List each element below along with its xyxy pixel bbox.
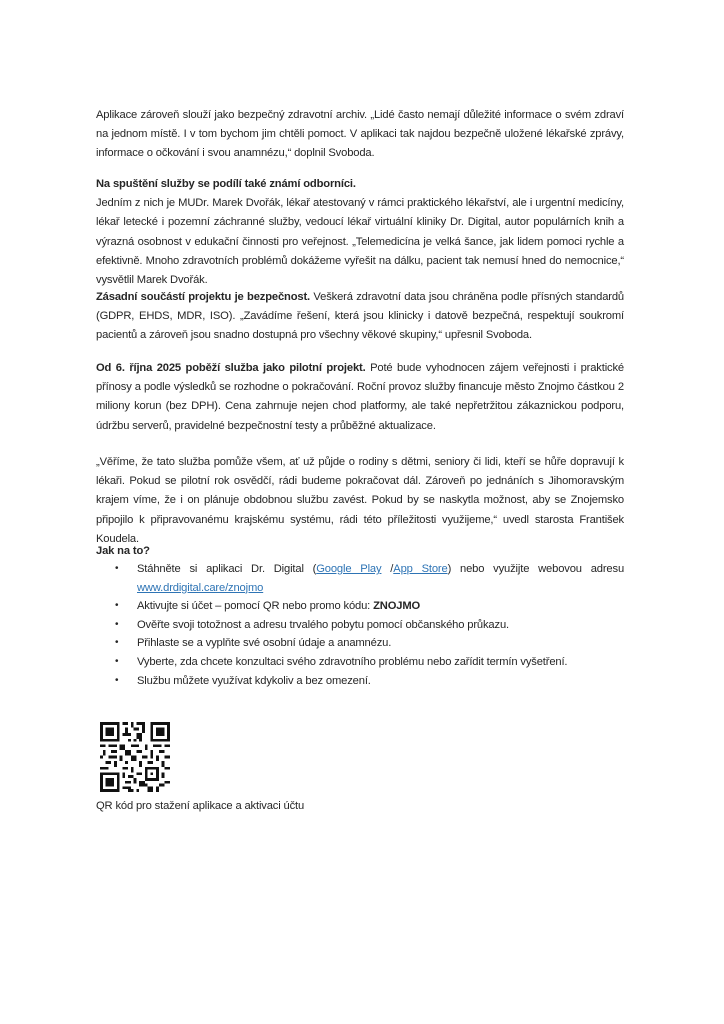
- activate-text: Aktivujte si účet – pomocí QR nebo promo kódu:: [137, 600, 374, 613]
- promo-code: ZNOJMO: [373, 600, 421, 613]
- download-text-after: ) nebo využijte webovou adresu: [447, 563, 625, 575]
- paragraph-mayor-quote: „Věříme, že tato služba pomůže všem, ať už půjde o rodiny s dětmi, seniory či lidi, kteří se hůře dopravují k lékaři. Pokud se pilotní rok osvědčí, rádi budeme pokračovat dál. Zároveň po jednáních s Jihomoravským krajem víme, že i on plánuje obdobnou službu zavést. Pokud by se naskytla možnost, aby se Znojemsko připojilo k připravovanému krajskému systému, rádi této příležitosti využijeme,“ uvedl starosta František Koudela.: [96, 456, 624, 545]
- qr-caption: QR kód pro stažení aplikace a aktivaci účtu: [96, 800, 305, 812]
- paragraph-security: [96, 288, 624, 346]
- usage-text: Službu můžete využívat kdykoliv a bez omezení.: [137, 674, 371, 687]
- bullet-icon: •: [115, 563, 119, 574]
- list-item-download: [96, 560, 624, 597]
- list-item-verify: [96, 616, 624, 635]
- bullet-icon: •: [115, 618, 119, 630]
- security-text: Veškerá zdravotní data jsou chráněna podle přísných standardů (GDPR, EHDS, MDR, ISO). „Zavádíme řešení, která jsou klinicky i datově bezpečná, respektují soukromí pacientů a zároveň jsou snadno dostupná pro všechny věkové skupiny,“ upřesnil Svoboda.: [96, 291, 624, 342]
- list-item-activate: [96, 597, 624, 616]
- security-lead: Zásadní součástí projektu je bezpečnost.: [96, 291, 311, 303]
- paragraph-archive: Aplikace zároveň slouží jako bezpečný zdravotní archiv. „Lidé často nemají důležité informace o svém zdraví na jednom místě. I v tom bychom jim chtěli pomoct. V aplikaci tak najdou bezpečně uložené lékařské zprávy, informace o očkování i svou anamnézu,“ doplnil Svoboda.: [96, 109, 624, 160]
- qr-code-icon[interactable]: [100, 722, 170, 792]
- bullet-icon: •: [115, 674, 119, 686]
- app-store-link[interactable]: App Store: [393, 563, 448, 575]
- bullet-icon: •: [115, 637, 119, 649]
- list-item-choose: [96, 653, 624, 672]
- login-text: Přihlaste se a vyplňte své osobní údaje a anamnézu.: [137, 637, 392, 650]
- pilot-lead: Od 6. října 2025 poběží služba jako pilotní projekt.: [96, 362, 366, 374]
- link-separator: /: [381, 563, 394, 575]
- howto-heading: Jak na to?: [96, 545, 150, 557]
- bullet-icon: •: [115, 600, 119, 612]
- list-item-usage: [96, 672, 624, 691]
- pilot-text: Poté bude vyhodnocen zájem veřejnosti i praktické přínosy a podle výsledků se rozhodne o pokračování. Roční provoz služby financuje město Znojmo částkou 2 miliony korun (bez DPH). Cena zahrnuje nejen chod platformy, ale také nepřetržitou zákaznickou podporu, údržbu serverů, pravidelné bezpečnostní testy a průběžné aktualizace.: [96, 362, 624, 432]
- paragraph-pilot: [96, 359, 624, 436]
- howto-list: [96, 560, 624, 690]
- section-heading-experts: Na spuštění služby se podílí také známí odborníci.: [96, 178, 356, 190]
- paragraph-experts: [96, 175, 624, 290]
- list-item-login: [96, 634, 624, 653]
- google-play-link[interactable]: Google Play: [316, 563, 382, 575]
- choose-text: Vyberte, zda chcete konzultaci svého zdravotního problému nebo zařídit termín vyšetření.: [137, 655, 568, 668]
- web-address-link[interactable]: www.drdigital.care/znojmo: [137, 581, 264, 594]
- paragraph-experts-text: Jedním z nich je MUDr. Marek Dvořák, lékař atestovaný v rámci praktického lékařství, ale i urgentní medicíny, lékař letecké i pozemní záchranné služby, vedoucí lékař virtuální kliniky Dr. Digital, autor populárních knih a výrazná osobnost v edukační činnosti pro veřejnost. „Telemedicína je velká šance, jak lidem pomoci rychle a efektivně. Mnoho zdravotních problémů dokážeme vyřešit na dálku, pacient tak nemusí hned do nemocnice,“ vysvětlil Marek Dvořák.: [96, 197, 624, 287]
- verify-text: Ověřte svoji totožnost a adresu trvalého pobytu pomocí občanského průkazu.: [137, 618, 509, 631]
- bullet-icon: •: [115, 655, 119, 667]
- download-text: Stáhněte si aplikaci Dr. Digital (: [137, 563, 317, 575]
